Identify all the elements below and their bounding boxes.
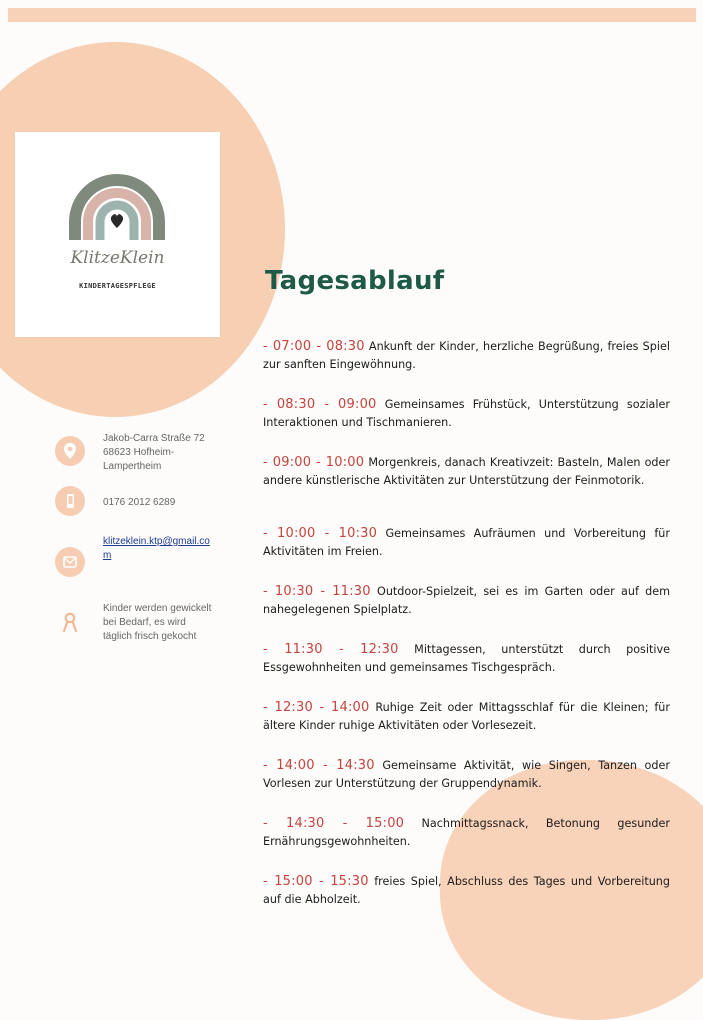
entry-time: - 07:00 - 08:30: [263, 339, 365, 354]
schedule-entry: [263, 525, 670, 583]
schedule-entry: [263, 815, 670, 873]
schedule-entry: [263, 396, 670, 454]
entry-text: Ruhige Zeit oder Mittagsschlaf für die Kleinen; für ältere Kinder ruhige Aktivitäten oder Vorlesezeit.: [263, 701, 670, 732]
entry-time: - 11:30 - 12:30: [263, 642, 399, 657]
address-text: [103, 432, 228, 474]
entry-time: - 10:30 - 11:30: [263, 584, 371, 599]
page-title: Tagesablauf: [265, 266, 445, 296]
address-line-1: Jakob-Carra Straße 72: [103, 433, 205, 444]
entry-text: Mittagessen, unterstützt durch positive Essgewohnheiten und gemeinsames Tischgespräch.: [263, 643, 670, 674]
note-line-2: bei Bedarf, es wird: [103, 617, 186, 628]
entry-time: - 09:00 - 10:00: [263, 455, 365, 470]
entry-time: - 14:00 - 14:30: [263, 758, 375, 773]
entry-text: Ankunft der Kinder, herzliche Begrüßung, freies Spiel zur sanften Eingewöhnung.: [263, 340, 670, 371]
ribbon-icon: [55, 612, 85, 636]
envelope-icon: [55, 547, 85, 577]
location-pin-icon: [55, 436, 85, 466]
entry-time: - 14:30 - 15:00: [263, 816, 405, 831]
schedule-entry: [263, 757, 670, 815]
rainbow-logo-icon: [67, 172, 167, 242]
entry-time: - 10:00 - 10:30: [263, 526, 378, 541]
schedule-entry: [263, 699, 670, 757]
address-line-3: Lampertheim: [103, 461, 162, 472]
address-line-2: 68623 Hofheim-: [103, 447, 175, 458]
entry-text: Nachmittagssnack, Betonung gesunder Ernährungsgewohnheiten.: [263, 817, 670, 848]
top-decorative-bar: [8, 8, 696, 22]
note-line-3: täglich frisch gekocht: [103, 631, 197, 642]
entry-text: freies Spiel, Abschluss des Tages und Vorbereitung auf die Abholzeit.: [263, 875, 670, 906]
entry-time: - 08:30 - 09:00: [263, 397, 377, 412]
phone-icon: [55, 486, 85, 516]
note-line-1: Kinder werden gewickelt: [103, 603, 212, 614]
phone-number[interactable]: 0176 2012 6289: [103, 497, 176, 508]
note-text: [103, 602, 228, 644]
logo-script-name: KlitzeKlein: [70, 248, 165, 268]
entry-text: Gemeinsames Frühstück, Unterstützung sozialer Interaktionen und Tischmanieren.: [263, 398, 670, 429]
email-link[interactable]: [103, 535, 228, 563]
schedule-entry: [263, 641, 670, 699]
schedule-entry: [263, 454, 670, 525]
entry-text: Morgenkreis, danach Kreativzeit: Basteln, Malen oder andere künstlerische Aktivitäten zur Unterstützung der Feinmotorik.: [263, 456, 670, 487]
schedule-entry: [263, 873, 670, 931]
email-line-1: klitzeklein.ktp@gmail.co: [103, 536, 210, 547]
schedule-entry: [263, 338, 670, 396]
entry-time: - 12:30 - 14:00: [263, 700, 370, 715]
schedule-entry: [263, 583, 670, 641]
schedule-list: [263, 338, 670, 931]
email-line-2: m: [103, 550, 112, 561]
logo-card: [15, 132, 220, 337]
entry-text: Gemeinsame Aktivität, wie Singen, Tanzen oder Vorlesen zur Unterstützung der Gruppendynamik.: [263, 759, 670, 790]
entry-text: Gemeinsames Aufräumen und Vorbereitung für Aktivitäten im Freien.: [263, 527, 670, 558]
entry-time: - 15:00 - 15:30: [263, 874, 369, 889]
entry-text: Outdoor-Spielzeit, sei es im Garten oder auf dem nahegelegenen Spielplatz.: [263, 585, 671, 616]
logo-caption: KINDERTAGESPFLEGE: [79, 282, 156, 290]
